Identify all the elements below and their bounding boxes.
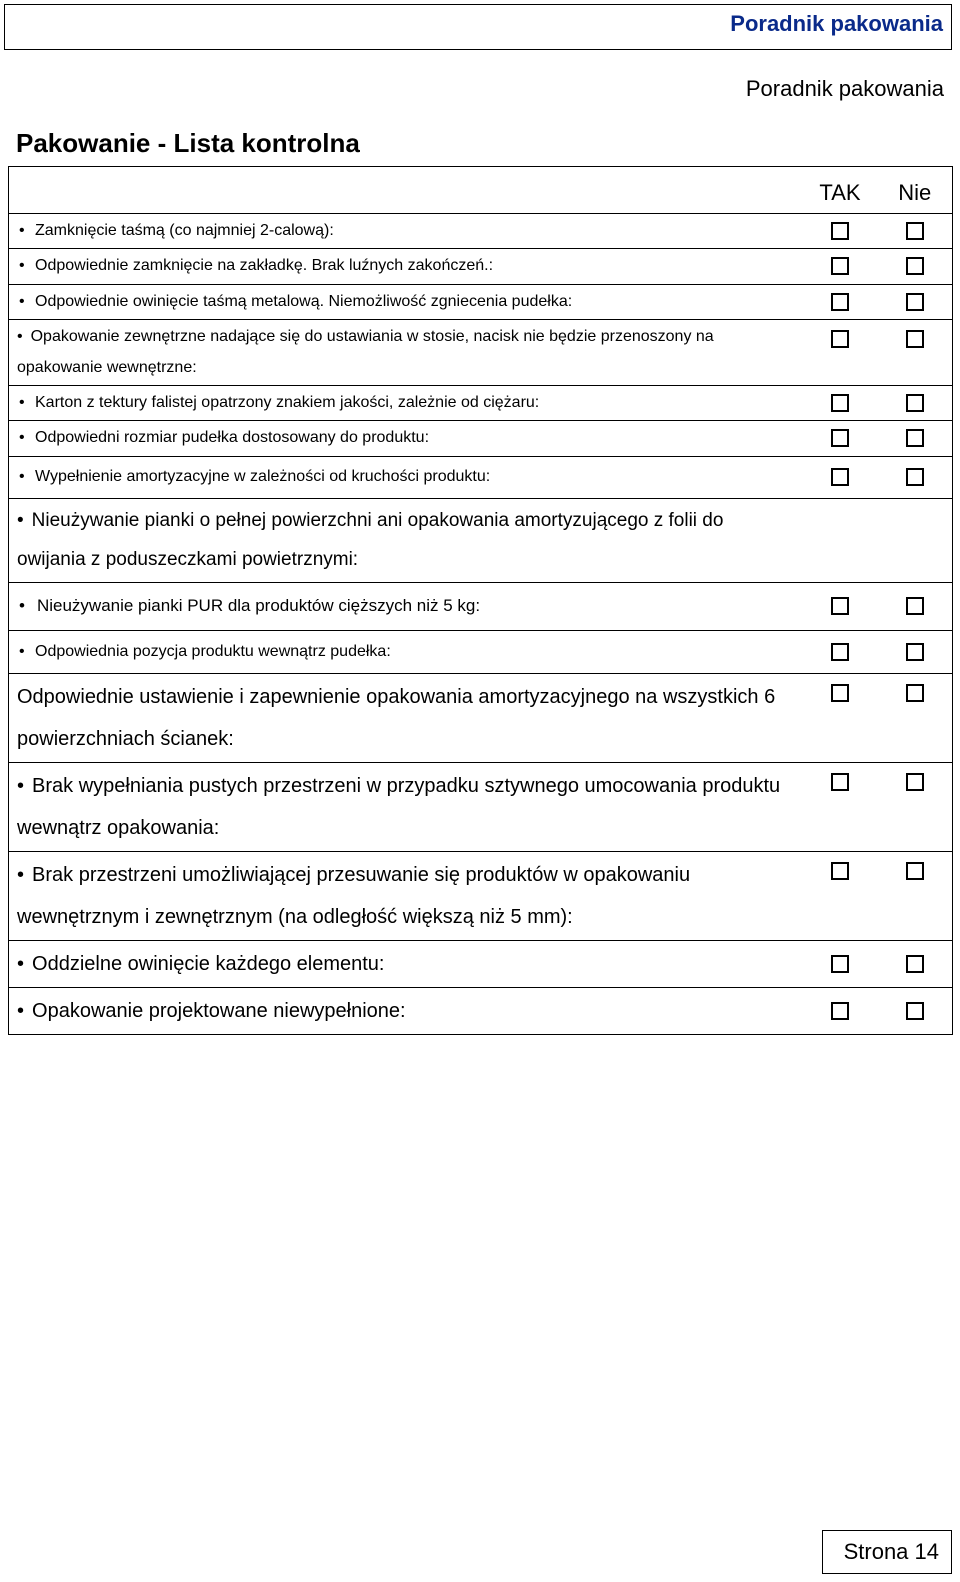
checklist-header-row [9, 167, 953, 214]
checklist-item-text: Brak wypełniania pustych przestrzeni w przypadku sztywnego umocowania produktu wewnątrz opakowania: [17, 775, 781, 840]
empty-answer-cell [803, 498, 953, 583]
bullet-icon: • [19, 642, 25, 660]
checkbox-no[interactable] [906, 862, 924, 880]
checkbox-yes[interactable] [831, 293, 849, 311]
checkbox-no[interactable] [906, 394, 924, 412]
checkbox-no[interactable] [906, 429, 924, 447]
checklist-item-text: Wypełnienie amortyzacyjne w zależności od kruchości produktu: [35, 467, 491, 485]
checkbox-no[interactable] [906, 773, 924, 791]
checkbox-yes[interactable] [831, 597, 849, 615]
bullet-icon: • [19, 292, 25, 310]
checklist-row [9, 284, 953, 319]
checklist-item [9, 285, 803, 319]
bullet-icon: • [19, 429, 25, 447]
page-number-box [822, 1530, 952, 1574]
checkbox-no[interactable] [906, 293, 924, 311]
page-number: Strona 14 [843, 1539, 939, 1564]
bullet-icon: • [19, 222, 25, 239]
checklist-row [9, 214, 953, 249]
checklist-item [9, 457, 803, 498]
bullet-icon: • [17, 775, 25, 798]
checklist-item [9, 674, 803, 762]
checklist-row [9, 320, 953, 386]
bullet-icon: • [19, 393, 25, 411]
checklist-item [9, 941, 803, 987]
bullet-icon: • [17, 1000, 25, 1023]
checklist-item [9, 214, 803, 248]
checklist-item-text: Opakowanie zewnętrzne nadające się do ustawiania w stosie, nacisk nie będzie przenoszony na opakowanie wewnętrzne: [17, 328, 714, 376]
checklist-item [9, 386, 803, 420]
checklist-item-text: Zamknięcie taśmą (co najmniej 2-calową): [35, 222, 334, 239]
bullet-icon: • [17, 328, 23, 346]
checkbox-no[interactable] [906, 330, 924, 348]
checklist-table [8, 166, 953, 1035]
header-subtitle: Poradnik pakowania [745, 76, 944, 101]
checklist-item-text: Karton z tektury falistej opatrzony znakiem jakości, zależnie od ciężaru: [35, 393, 540, 411]
checkbox-no[interactable] [906, 684, 924, 702]
checkbox-yes[interactable] [831, 468, 849, 486]
checklist-row [9, 421, 953, 456]
checklist-row [9, 763, 953, 852]
checklist-item [9, 852, 803, 940]
checkbox-no[interactable] [906, 643, 924, 661]
checklist-row [9, 498, 953, 583]
checkbox-no[interactable] [906, 257, 924, 275]
header-bar [4, 4, 952, 50]
checklist-item-text: Oddzielne owinięcie każdego elementu: [32, 953, 385, 976]
bullet-icon: • [17, 953, 25, 976]
checklist-item-text: Opakowanie projektowane niewypełnione: [32, 1000, 406, 1023]
checklist-item-text: Odpowiednie zamknięcie na zakładkę. Brak luźnych zakończeń.: [35, 257, 494, 275]
checklist-item-text: Nieużywanie pianki PUR dla produktów cięższych niż 5 kg: [36, 596, 481, 616]
checkbox-yes[interactable] [831, 955, 849, 973]
column-header-no: Nie [878, 167, 953, 214]
header-title: Poradnik pakowania [730, 11, 943, 36]
checkbox-yes[interactable] [831, 862, 849, 880]
checklist-item [9, 421, 803, 455]
checklist-row [9, 941, 953, 988]
checklist-item [9, 499, 803, 583]
checkbox-yes[interactable] [831, 394, 849, 412]
checklist-item [9, 631, 803, 673]
bullet-icon: • [19, 257, 25, 275]
checklist-row [9, 385, 953, 420]
checklist-item-text: Odpowiedni rozmiar pudełka dostosowany do produktu: [35, 429, 430, 447]
checklist-item [9, 763, 803, 851]
checklist-row [9, 988, 953, 1035]
bullet-icon: • [19, 596, 25, 616]
checklist-item-text: Brak przestrzeni umożliwiającej przesuwanie się produktów w opakowaniu wewnętrznym i zewnętrznym (na odległość większą niż 5 mm): [17, 864, 691, 929]
checklist-item [9, 320, 803, 385]
checkbox-yes[interactable] [831, 429, 849, 447]
bullet-icon: • [17, 864, 25, 887]
checklist-item-text: Odpowiednie ustawienie i zapewnienie opakowania amortyzacyjnego na wszystkich 6 powierzchniach ścianek: [17, 686, 776, 751]
checklist-item-text: Nieużywanie pianki o pełnej powierzchni ani opakowania amortyzującego z folii do owijania z poduszeczkami powietrznymi: [17, 509, 724, 571]
checklist-row [9, 456, 953, 498]
checklist-item [9, 583, 803, 630]
column-header-yes: TAK [803, 167, 878, 214]
checklist-row [9, 630, 953, 673]
checkbox-no[interactable] [906, 222, 924, 240]
checklist-item [9, 988, 803, 1034]
checkbox-yes[interactable] [831, 257, 849, 275]
checkbox-no[interactable] [906, 955, 924, 973]
bullet-icon: • [17, 509, 24, 531]
checkbox-yes[interactable] [831, 643, 849, 661]
page-title: Pakowanie - Lista kontrolna [16, 128, 360, 158]
checklist-item-text: Odpowiednia pozycja produktu wewnątrz pudełka: [35, 642, 391, 660]
checklist-row [9, 583, 953, 631]
checklist-item [9, 249, 803, 283]
checkbox-yes[interactable] [831, 330, 849, 348]
checklist-row [9, 674, 953, 763]
bullet-icon: • [19, 467, 25, 485]
checkbox-yes[interactable] [831, 222, 849, 240]
checklist-row [9, 852, 953, 941]
checklist-item-text: Odpowiednie owinięcie taśmą metalową. Niemożliwość zgniecenia pudełka: [35, 292, 573, 310]
checkbox-no[interactable] [906, 597, 924, 615]
checklist-row [9, 249, 953, 284]
checkbox-yes[interactable] [831, 773, 849, 791]
checkbox-no[interactable] [906, 468, 924, 486]
checkbox-yes[interactable] [831, 684, 849, 702]
checkbox-yes[interactable] [831, 1002, 849, 1020]
header-empty-cell [9, 167, 803, 214]
checkbox-no[interactable] [906, 1002, 924, 1020]
